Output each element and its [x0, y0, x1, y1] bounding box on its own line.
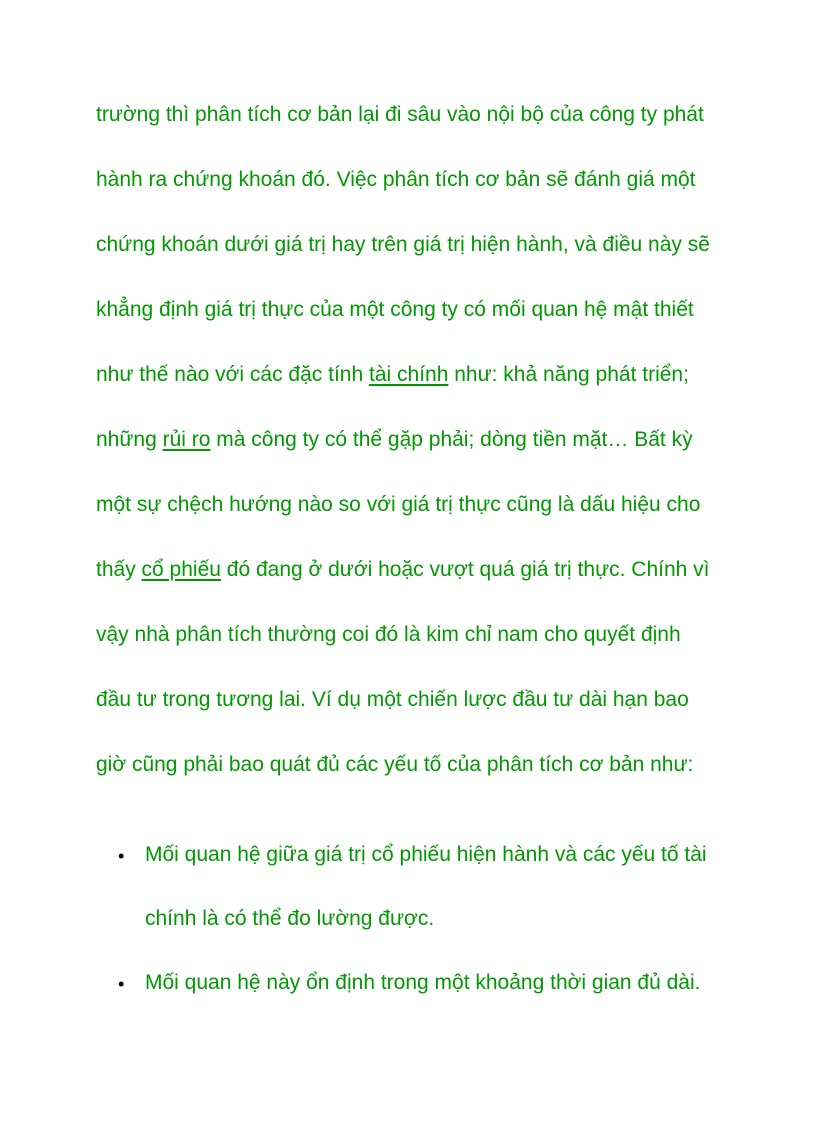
- paragraph-line: [96, 420, 736, 485]
- paragraph-line: [96, 355, 736, 420]
- line-text: đó đang ở dưới hoặc vượt quá giá trị thực. Chính vì: [220, 558, 710, 581]
- bullet-icon: •: [118, 974, 125, 994]
- line-text: vậy nhà phân tích thường coi đó là kim chỉ nam cho quyết định: [96, 623, 681, 646]
- bullet-text: Mối quan hệ này ổn định trong một khoảng thời gian đủ dài.: [145, 971, 701, 994]
- bullet-item: [96, 835, 756, 899]
- bullet-icon: •: [118, 846, 125, 866]
- bullet-continuation: [96, 899, 756, 963]
- bullet-list: [96, 835, 756, 1027]
- paragraph-line: [96, 225, 736, 290]
- line-text: đầu tư trong tương lai. Ví dụ một chiến lược đầu tư dài hạn bao: [96, 688, 689, 711]
- paragraph-line: [96, 615, 736, 680]
- line-text: hành ra chứng khoán đó. Việc phân tích cơ bản sẽ đánh giá một: [96, 168, 696, 191]
- line-text: như: khả năng phát triển;: [448, 363, 689, 386]
- body-paragraph: [96, 95, 736, 810]
- paragraph-line: [96, 290, 736, 355]
- bullet-text: chính là có thể đo lường được.: [145, 907, 435, 930]
- line-text: một sự chệch hướng nào so với giá trị thực cũng là dấu hiệu cho: [96, 493, 701, 516]
- link-tai-chinh[interactable]: tài chính: [369, 363, 449, 386]
- paragraph-line: [96, 680, 736, 745]
- bullet-text: Mối quan hệ giữa giá trị cổ phiếu hiện hành và các yếu tố tài: [145, 843, 707, 866]
- line-text: những: [96, 428, 163, 451]
- line-text: mà công ty có thể gặp phải; dòng tiền mặt… Bất kỳ: [210, 428, 693, 451]
- line-text: giờ cũng phải bao quát đủ các yếu tố của phân tích cơ bản như:: [96, 753, 694, 776]
- paragraph-line: [96, 550, 736, 615]
- paragraph-line: [96, 485, 736, 550]
- paragraph-line: [96, 95, 736, 160]
- line-text: thấy: [96, 558, 142, 581]
- paragraph-line: [96, 160, 736, 225]
- line-text: khẳng định giá trị thực của một công ty có mối quan hệ mật thiết: [96, 298, 694, 321]
- bullet-item: [96, 963, 756, 1027]
- line-text: trường thì phân tích cơ bản lại đi sâu vào nội bộ của công ty phát: [96, 103, 704, 126]
- link-co-phieu[interactable]: cổ phiếu: [141, 558, 221, 581]
- paragraph-line: [96, 745, 736, 810]
- line-text: như thế nào với các đặc tính: [96, 363, 369, 386]
- link-rui-ro[interactable]: rủi ro: [162, 428, 211, 451]
- line-text: chứng khoán dưới giá trị hay trên giá trị hiện hành, và điều này sẽ: [96, 233, 710, 256]
